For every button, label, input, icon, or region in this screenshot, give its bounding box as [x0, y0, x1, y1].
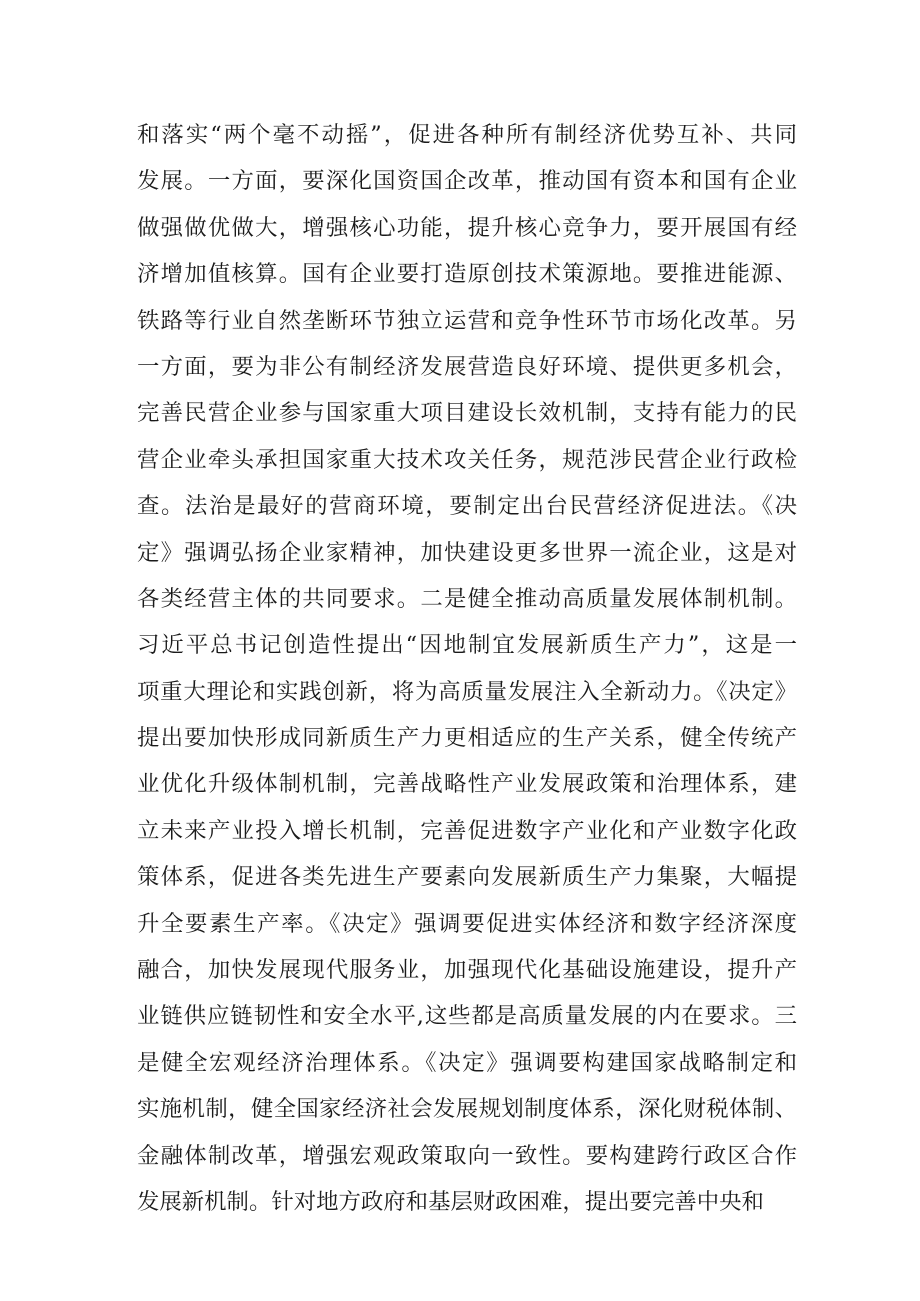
text-line: 一方面，要为非公有制经济发展营造良好环境、提供更多机会，	[137, 353, 797, 380]
text-line: 习近平总书记创造性提出“因地制宜发展新质生产力”，这是一	[137, 632, 797, 659]
text-line: 完善民营企业参与国家重大项目建设长效机制，支持有能力的民	[137, 400, 797, 427]
text-line: 铁路等行业自然垄断环节独立运营和竞争性环节市场化改革。另	[137, 307, 797, 334]
text-line: 金融体制改革，增强宏观政策取向一致性。要构建跨行政区合作	[137, 1142, 797, 1169]
text-line: 发展。一方面，要深化国资国企改革，推动国有资本和国有企业	[137, 168, 797, 195]
text-line: 提出要加快形成同新质生产力更相适应的生产关系，健全传统产	[137, 725, 797, 752]
text-line: 是健全宏观经济治理体系。《决定》强调要构建国家战略制定和	[137, 1049, 797, 1076]
text-line: 做强做优做大，增强核心功能，提升核心竞争力，要开展国有经	[137, 214, 797, 241]
text-line: 定》强调弘扬企业家精神，加快建设更多世界一流企业，这是对	[137, 539, 797, 566]
text-line: 各类经营主体的共同要求。二是健全推动高质量发展体制机制。	[137, 585, 797, 612]
text-line: 策体系，促进各类先进生产要素向发展新质生产力集聚，大幅提	[137, 864, 797, 891]
text-line: 营企业牵头承担国家重大技术攻关任务，规范涉民营企业行政检	[137, 446, 797, 473]
text-line: 立未来产业投入增长机制，完善促进数字产业化和产业数字化政	[137, 817, 797, 844]
body-paragraph	[137, 112, 797, 1225]
text-line: 发展新机制。针对地方政府和基层财政困难，提出要完善中央和	[137, 1188, 764, 1215]
text-line: 项重大理论和实践创新，将为高质量发展注入全新动力。《决定》	[137, 678, 797, 705]
text-line: 业优化升级体制机制，完善战略性产业发展政策和治理体系，建	[137, 771, 797, 798]
text-line: 和落实“两个毫不动摇”，促进各种所有制经济优势互补、共同	[137, 122, 797, 148]
text-line: 业链供应链韧性和安全水平,这些都是高质量发展的内在要求。三	[137, 1003, 797, 1030]
text-line: 济增加值核算。国有企业要打造原创技术策源地。要推进能源、	[137, 261, 797, 288]
text-line: 实施机制，健全国家经济社会发展规划制度体系，深化财税体制、	[137, 1096, 797, 1123]
text-line: 升全要素生产率。《决定》强调要促进实体经济和数字经济深度	[137, 910, 797, 937]
text-line: 融合，加快发展现代服务业，加强现代化基础设施建设，提升产	[137, 957, 797, 984]
text-line: 查。法治是最好的营商环境，要制定出台民营经济促进法。《决	[137, 493, 797, 520]
